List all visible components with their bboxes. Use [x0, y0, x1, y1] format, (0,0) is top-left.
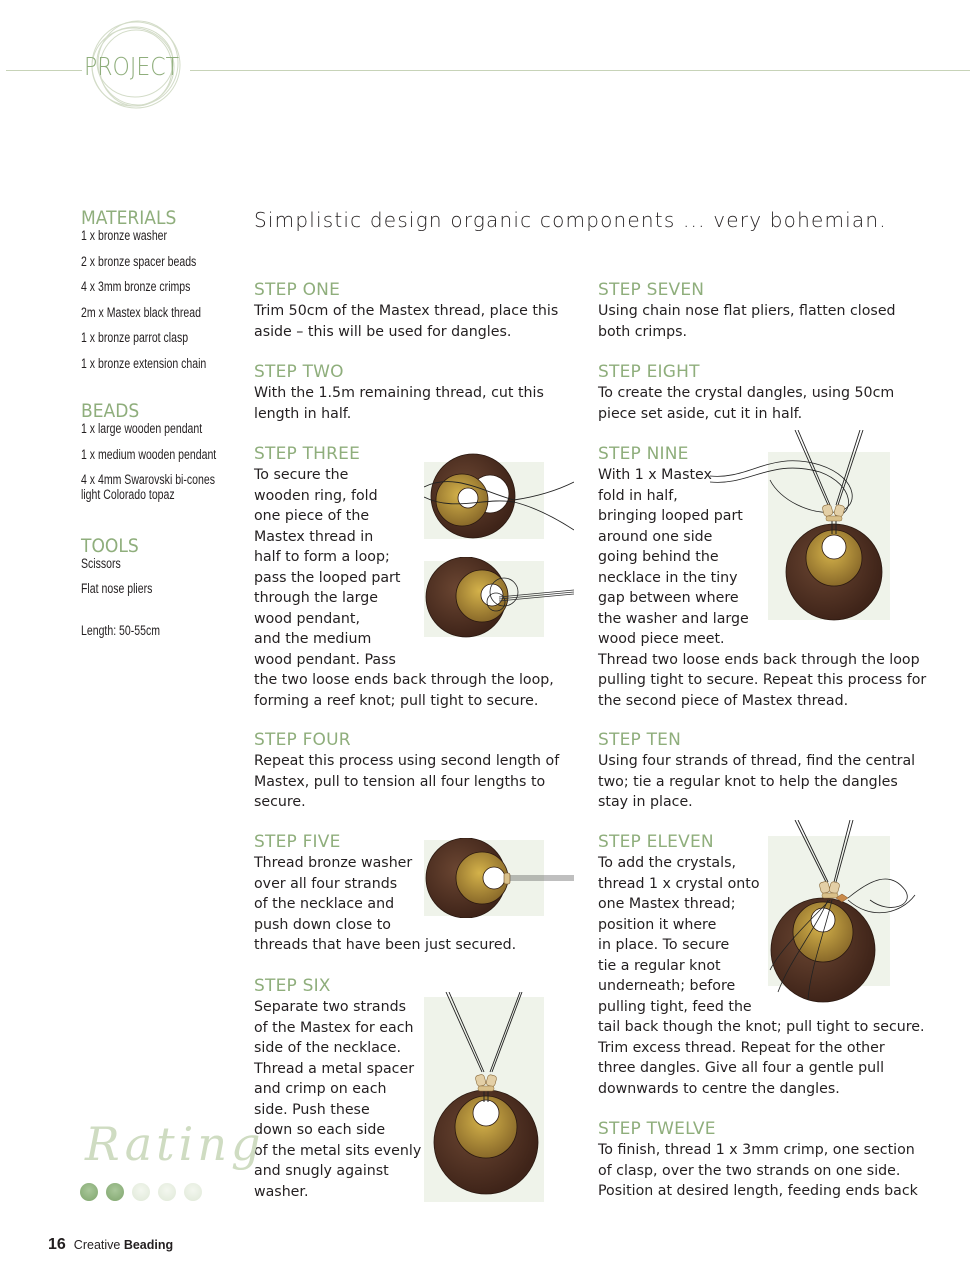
step-one: [254, 279, 574, 342]
step-body: To create the crystal dangles, using 50cm piece set aside, cut it in half.: [598, 385, 895, 422]
step-three-illustration-top: [424, 452, 574, 542]
materials-item: 1 x bronze extension chain: [81, 355, 207, 371]
materials-item: 2 x bronze spacer beads: [81, 253, 197, 269]
step-five-illustration: [424, 838, 574, 918]
materials-item: 4 x 3mm bronze crimps: [81, 279, 191, 294]
step-body: Using chain nose flat pliers, flatten closed both crimps.: [598, 303, 896, 340]
tagline: Simplistic design organic components ... very bohemian.: [254, 208, 887, 232]
step-body: Using four strands of thread, find the central two; tie a regular knot to help the dangles stay in place.: [598, 753, 916, 810]
step-body: To finish, thread 1 x 3mm crimp, one section of clasp, over the two strands on one side. Position at desired length, feeding ends back: [598, 1142, 918, 1199]
materials-item: 1 x bronze washer: [81, 228, 168, 243]
step-six-illustration: [424, 992, 546, 1204]
step-three-illustration-bottom: [424, 557, 574, 639]
step-ten: [598, 729, 918, 813]
step-two: [254, 361, 554, 424]
step-four: [254, 729, 574, 813]
beads-item: 1 x medium wooden pendant: [81, 446, 217, 462]
rating-dot-filled-icon: [106, 1183, 124, 1201]
page-footer: [48, 1236, 173, 1254]
step-body: Separate two strands of the Mastex for each side of the necklace. Thread a metal spacer and crimp on each side. Push these down so each side of the metal sits evenly and snugly against washer.: [254, 999, 422, 1200]
length-note: Length: 50-55cm: [81, 622, 161, 638]
step-heading: STEP TWO: [254, 362, 344, 382]
step-body: Thread bronze washer over all four strands of the necklace and push down close to threads that have been just secured.: [254, 855, 517, 953]
materials-item: 2m x Mastex black thread: [81, 304, 201, 320]
step-body: To add the crystals, thread 1 x crystal onto one Mastex thread; position it where in place. To secure tie a regular knot underneath; before pulling tight, feed the tail back though the knot; pull tight to secure. Trim excess thread. Repeat for the other three dangles. Give all four a gentle pull downwards to centre the dangles.: [598, 855, 925, 1097]
step-twelve: [598, 1118, 928, 1202]
tools-item: Flat nose pliers: [81, 581, 153, 596]
tools-item: Scissors: [81, 555, 121, 571]
step-body: With the 1.5m remaining thread, cut this length in half.: [254, 385, 544, 422]
step-eight: [598, 361, 908, 424]
header-rule-right: [190, 70, 970, 71]
step-heading: STEP FIVE: [254, 832, 341, 852]
step-heading: STEP SEVEN: [598, 280, 705, 300]
materials-list: [81, 228, 251, 372]
materials-item: 1 x bronze parrot clasp: [81, 330, 189, 345]
page-number: 16: [48, 1236, 66, 1253]
rating-dot-empty-icon: [158, 1183, 176, 1201]
step-heading: STEP SIX: [254, 976, 331, 996]
tools-heading: TOOLS: [81, 534, 139, 557]
step-seven: [598, 279, 928, 342]
step-heading: STEP ONE: [254, 280, 341, 300]
rating-dot-empty-icon: [184, 1183, 202, 1201]
beads-list: [81, 421, 251, 502]
step-heading: STEP NINE: [598, 444, 689, 464]
header-rule-left: [6, 70, 82, 71]
step-body: Trim 50cm of the Mastex thread, place this aside – this will be used for dangles.: [254, 303, 559, 340]
beads-item: 1 x large wooden pendant: [81, 421, 203, 436]
step-body: Repeat this process using second length of Mastex, pull to tension all four lengths to secure.: [254, 753, 560, 810]
step-heading: STEP FOUR: [254, 730, 351, 750]
rating-dot-empty-icon: [132, 1183, 150, 1201]
step-body: With 1 x Mastex fold in half, bringing looped part around one side going behind the necklace in the tiny gap between where the washer and large wood piece meet. Thread two loose ends back through the loop pulling tight to secure. Repeat this process for the second piece of Mastex thread.: [598, 467, 927, 709]
beads-item: 4 x 4mm Swarovski bi-cones light Colorado topaz: [81, 472, 216, 502]
step-heading: STEP EIGHT: [598, 362, 700, 382]
publication-name: Creative Beading: [73, 1238, 174, 1252]
step-nine-illustration: [710, 430, 890, 652]
rating-dots: [80, 1183, 202, 1201]
step-heading: STEP THREE: [254, 444, 361, 464]
step-eleven-illustration: [740, 820, 920, 1020]
rating-dot-filled-icon: [80, 1183, 98, 1201]
materials-heading: MATERIALS: [81, 207, 177, 229]
step-body: To secure the wooden ring, fold one piece of the Mastex thread in half to form a loop; pass the looped part through the large wood pendant, and the medium wood pendant. Pass the two loose ends back through the loop, forming a reef knot; pull tight to secure.: [254, 467, 554, 709]
sidebar: [81, 208, 251, 648]
rating-label: Rating: [85, 1117, 265, 1171]
step-heading: STEP TWELVE: [598, 1119, 716, 1139]
beads-heading: BEADS: [81, 400, 140, 422]
step-heading: STEP ELEVEN: [598, 832, 714, 852]
step-heading: STEP TEN: [598, 730, 682, 750]
tools-list: [81, 556, 251, 598]
section-label: PROJECT: [84, 52, 180, 81]
